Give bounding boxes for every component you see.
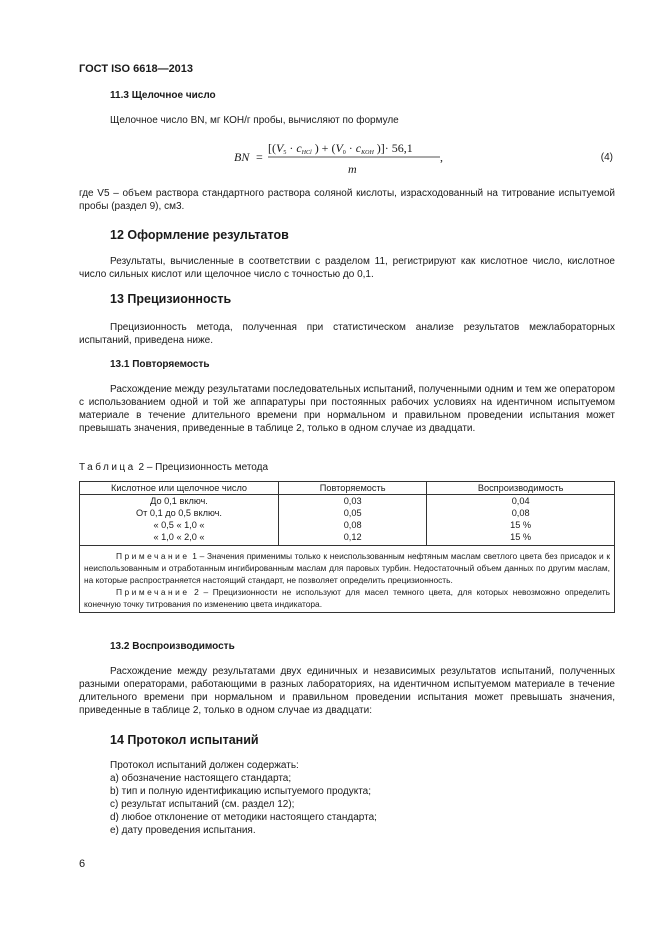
section-13-1-text: Расхождение между результатами последовательных испытаний, полученными одним и тем же оператором с использованием одной и той же аппаратуры при постоянных рабочих условиях на идентичном испытуемом материале в течение длительного времени при нормальном и правильном проведении испытания может превышать значения, приведенные в таблице 2, только в одном случае из двадцати.	[79, 384, 616, 434]
formula-number: (4)	[600, 152, 613, 163]
list-item: а) обозначение настоящего стандарта;	[110, 772, 292, 784]
svg-text:m: m	[348, 162, 357, 176]
list-item: с) результат испытаний (см. раздел 12);	[110, 798, 295, 810]
table-note-1-text: 1 – Значения применимы только к неиспользованным нефтяным маслам светлого цвета без присадок и к неиспользованным и отработанным ингибированным маслам для паровых турбин. Недостаточный объем данных по другим маслам, на которые распространяется настоящий стандарт, не позволяет определить прецизионность.	[84, 551, 611, 585]
formula-graphic	[232, 140, 452, 180]
table-header-repeatability: Повторяемость	[279, 482, 427, 495]
section-13-1-heading: 13.1 Повторяемость	[110, 359, 210, 370]
section-11-3-heading: 11.3 Щелочное число	[110, 90, 216, 101]
list-item: b) тип и полную идентификацию испытуемого продукта;	[110, 785, 372, 797]
table-cell: До 0,1 включ.	[80, 495, 279, 508]
table-cell: 0,05	[279, 507, 427, 519]
table-notes	[80, 546, 615, 613]
table-header-number: Кислотное или щелочное число	[80, 482, 279, 495]
precision-table	[79, 481, 615, 613]
table-caption-rest: 2 – Прецизионность метода	[138, 462, 269, 473]
section-13-2-heading: 13.2 Воспроизводимость	[110, 641, 235, 652]
table-note-2	[84, 586, 610, 610]
table-header-reproducibility: Воспроизводимость	[427, 482, 615, 495]
table-caption	[79, 462, 268, 473]
list-item: е) дату проведения испытания.	[110, 824, 256, 836]
svg-text:[(V5 · cHCl ) + (V0 · cKOH )]: [(V5 · cHCl ) + (V0 · cKOH )]· 56,1	[268, 141, 413, 156]
table-cell: « 0,5 « 1,0 «	[80, 519, 279, 531]
section-13-text: Прецизионность метода, полученная при статистическом анализе результатов межлабораторных испытаний, приведена ниже.	[79, 322, 615, 346]
table-cell: « 1,0 « 2,0 «	[80, 531, 279, 546]
table-row	[80, 531, 615, 546]
table-note-2-label: Примечание	[116, 587, 190, 597]
page-number: 6	[79, 858, 86, 870]
svg-text:BN: BN	[234, 150, 250, 164]
svg-text:=: =	[256, 150, 263, 164]
table-caption-word: Таблица	[79, 462, 136, 473]
section-12-heading: 12 Оформление результатов	[110, 228, 289, 242]
svg-text:,: ,	[440, 150, 443, 164]
table-note-1-label: Примечание	[116, 551, 190, 561]
table-cell: 0,04	[427, 495, 615, 508]
table-header-row	[80, 482, 615, 495]
table-cell: 0,08	[427, 507, 615, 519]
section-14-list	[110, 760, 377, 837]
table-notes-row	[80, 546, 615, 613]
formula-bn	[232, 140, 452, 180]
list-item: Протокол испытаний должен содержать:	[110, 760, 299, 771]
section-11-3-intro	[110, 115, 399, 126]
table-cell: 0,12	[279, 531, 427, 546]
table-cell: 15 %	[427, 531, 615, 546]
section-14-heading: 14 Протокол испытаний	[110, 733, 259, 747]
section-11-3-intro-text: Щелочное число BN, мг КОН/г пробы, вычисляют по формуле	[110, 115, 399, 126]
section-12-text: Результаты, вычисленные в соответствии с разделом 11, регистрируют как кислотное число, кислотное число сильных кислот или щелочное число с точностью до 0,1.	[79, 256, 615, 280]
table-cell: 0,08	[279, 519, 427, 531]
list-item: d) любое отклонение от методики настоящего стандарта;	[110, 811, 377, 823]
table-cell: От 0,1 до 0,5 включ.	[80, 507, 279, 519]
table-row	[80, 495, 615, 508]
section-13-heading: 13 Прецизионность	[110, 292, 232, 306]
document-header: ГОСТ ISO 6618—2013	[79, 63, 194, 75]
table-row	[80, 519, 615, 531]
formula-where-text: где V5 – объем раствора стандартного раствора соляной кислоты, израсходованный на титрование испытуемой пробы (раздел 9), см3.	[79, 188, 615, 212]
table-cell: 15 %	[427, 519, 615, 531]
section-13-2-text: Расхождение между результатами двух единичных и независимых результатов испытаний, полученных разными операторами, работающими в разных лабораториях, на идентичном испытуемом материале в течение длительного времени при нормальном и правильном проведении испытания может превышать значения, приведенные в таблице 2, только в одном случае из двадцати:	[79, 666, 615, 716]
table-row	[80, 507, 615, 519]
table-cell: 0,03	[279, 495, 427, 508]
table-note-2-text: 2 – Прецизионности не используют для масел темного цвета, для которых невозможно определить конечную точку титрования по изменению цвета индикатора.	[84, 587, 610, 609]
table-note-1	[84, 550, 610, 586]
